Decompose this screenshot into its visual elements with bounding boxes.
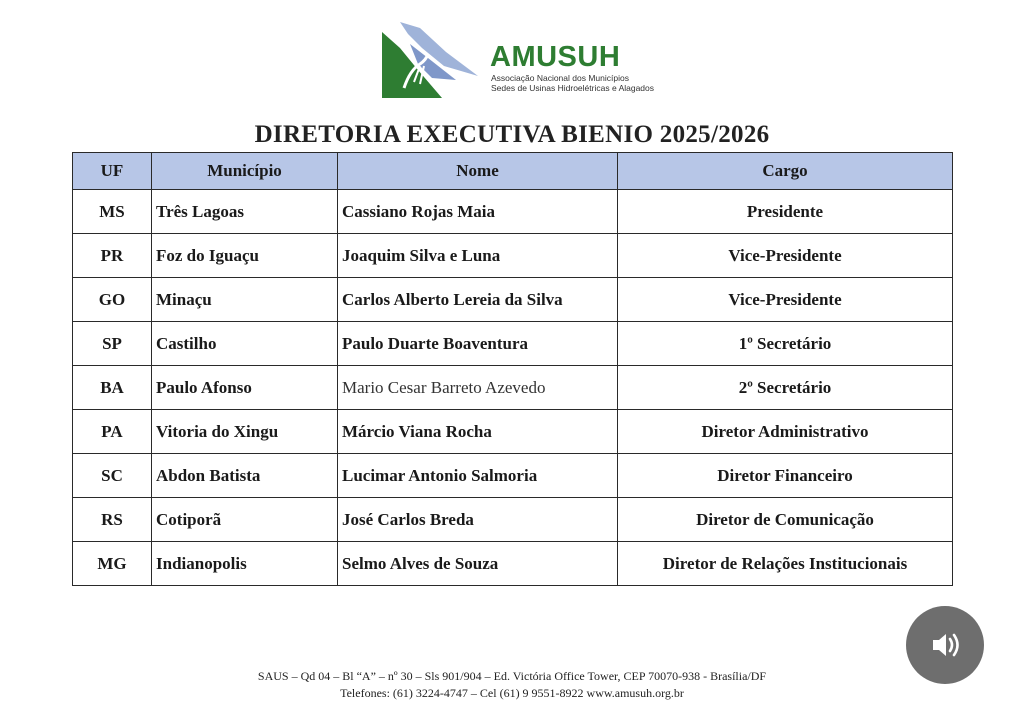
footer-contacts: Telefones: (61) 3224-4747 – Cel (61) 9 9551-8922 www.amusuh.org.br — [340, 686, 684, 700]
cell-nome: Paulo Duarte Boaventura — [338, 322, 618, 366]
logo-subtitle-line2: Sedes de Usinas Hidroelétricas e Alagados — [491, 83, 655, 93]
cell-cargo: Diretor de Relações Institucionais — [618, 542, 953, 586]
cell-cargo: Diretor de Comunicação — [618, 498, 953, 542]
cell-nome: Joaquim Silva e Luna — [338, 234, 618, 278]
table-row — [73, 322, 953, 366]
cell-nome: Selmo Alves de Souza — [338, 542, 618, 586]
footer-address: SAUS – Qd 04 – Bl “A” – nº 30 – Sls 901/904 – Ed. Victória Office Tower, CEP 70070-938 - Brasília/DF — [257, 669, 767, 683]
cell-uf: MG — [73, 542, 152, 586]
table-row — [73, 366, 953, 410]
cell-nome: José Carlos Breda — [338, 498, 618, 542]
table-row — [73, 454, 953, 498]
logo-subtitle-line1: Associação Nacional dos Municípios — [491, 73, 629, 83]
cell-nome: Cassiano Rojas Maia — [338, 190, 618, 234]
table-header-row — [73, 153, 953, 190]
cell-municipio: Vitoria do Xingu — [152, 410, 338, 454]
table-row — [73, 542, 953, 586]
cell-cargo: Diretor Financeiro — [618, 454, 953, 498]
table-row — [73, 410, 953, 454]
cell-municipio: Cotiporã — [152, 498, 338, 542]
column-header-uf: UF — [73, 153, 152, 190]
heron-logo-icon — [380, 18, 480, 100]
cell-uf: RS — [73, 498, 152, 542]
logo-title: AMUSUH — [490, 41, 621, 73]
cell-uf: PA — [73, 410, 152, 454]
footer — [0, 668, 1024, 702]
cell-municipio: Castilho — [152, 322, 338, 366]
cell-municipio: Minaçu — [152, 278, 338, 322]
column-header-nome: Nome — [338, 153, 618, 190]
cell-cargo: 2º Secretário — [618, 366, 953, 410]
cell-nome: Carlos Alberto Lereia da Silva — [338, 278, 618, 322]
audio-button[interactable] — [906, 606, 984, 684]
cell-nome: Mario Cesar Barreto Azevedo — [338, 366, 618, 410]
logo-subtitle — [491, 73, 654, 93]
cell-nome: Lucimar Antonio Salmoria — [338, 454, 618, 498]
cell-uf: SP — [73, 322, 152, 366]
table-row — [73, 190, 953, 234]
board-table — [72, 152, 953, 586]
cell-nome: Márcio Viana Rocha — [338, 410, 618, 454]
table-row — [73, 278, 953, 322]
cell-uf: PR — [73, 234, 152, 278]
cell-cargo: 1º Secretário — [618, 322, 953, 366]
table-row — [73, 234, 953, 278]
speaker-icon — [925, 625, 965, 665]
cell-uf: MS — [73, 190, 152, 234]
cell-municipio: Indianopolis — [152, 542, 338, 586]
cell-municipio: Paulo Afonso — [152, 366, 338, 410]
cell-municipio: Foz do Iguaçu — [152, 234, 338, 278]
cell-cargo: Vice-Presidente — [618, 278, 953, 322]
cell-cargo: Vice-Presidente — [618, 234, 953, 278]
column-header-municipio: Município — [152, 153, 338, 190]
cell-municipio: Três Lagoas — [152, 190, 338, 234]
cell-uf: SC — [73, 454, 152, 498]
table-row — [73, 498, 953, 542]
cell-uf: BA — [73, 366, 152, 410]
column-header-cargo: Cargo — [618, 153, 953, 190]
cell-cargo: Diretor Administrativo — [618, 410, 953, 454]
cell-municipio: Abdon Batista — [152, 454, 338, 498]
cell-cargo: Presidente — [618, 190, 953, 234]
amusuh-logo — [380, 18, 655, 102]
cell-uf: GO — [73, 278, 152, 322]
document-title: DIRETORIA EXECUTIVA BIENIO 2025/2026 — [254, 121, 770, 148]
